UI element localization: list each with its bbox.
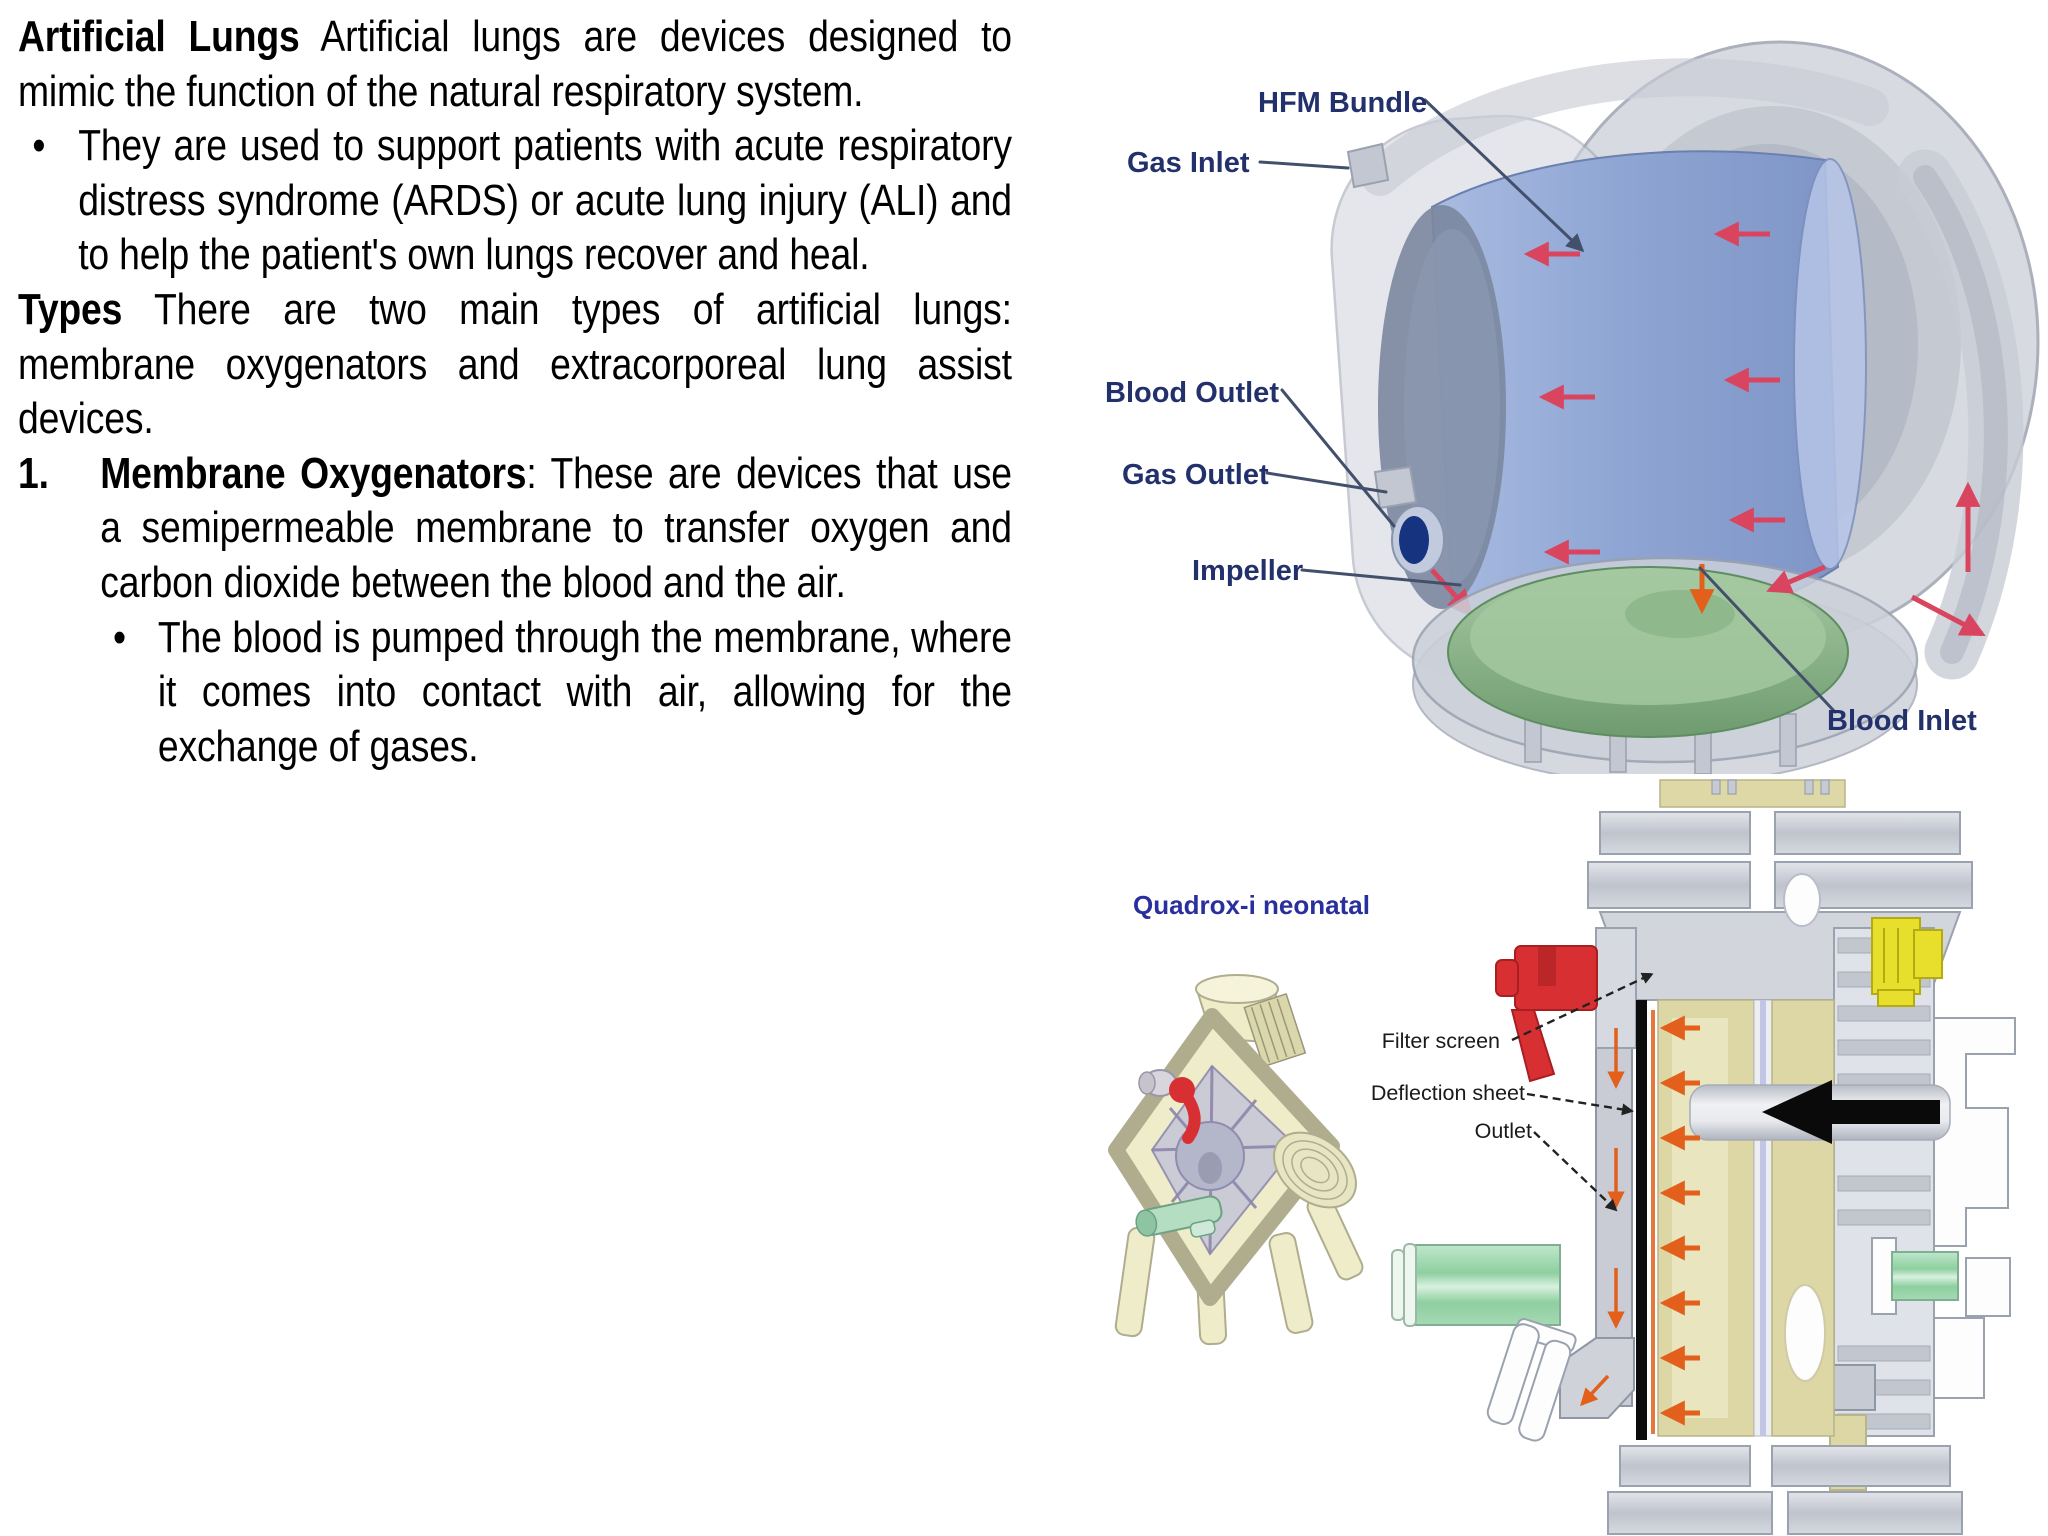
label-outlet: Outlet xyxy=(1474,1119,1532,1143)
heading-artificial-lungs: Artificial Lungs xyxy=(18,12,300,61)
bullet-text-blood-pumped: The blood is pumped through the membrane, where it comes into contact with air, allowing for the exchange of gases. xyxy=(157,612,1012,771)
numbered-item-membrane-oxygenators xyxy=(18,447,1012,611)
quadrox-neonatal-figure xyxy=(1060,778,2048,1536)
label-hfm-bundle: HFM Bundle xyxy=(1258,87,1428,119)
blood-inlet-band xyxy=(1690,1080,1950,1144)
label-deflection-sheet: Deflection sheet xyxy=(1370,1081,1525,1105)
bullet-item-support-patients xyxy=(18,119,1012,283)
label-impeller: Impeller xyxy=(1192,555,1304,587)
bullet-marker: • xyxy=(112,612,126,662)
deflection-sheet-line xyxy=(1651,1010,1655,1434)
heading-types: Types xyxy=(18,284,123,334)
paragraph-types-body: There are two main types of artificial lungs: membrane oxygenators and extracorporeal lung assist devices. xyxy=(18,284,1012,444)
gas-inlet-port xyxy=(1348,144,1388,187)
filter-screen-line xyxy=(1636,1000,1647,1440)
fiber-bundle-columns xyxy=(1658,1000,1834,1436)
impeller-disc xyxy=(1448,567,1848,737)
heading-membrane-oxygenators: Membrane Oxygenators xyxy=(100,448,527,498)
left-green-tube xyxy=(1392,1244,1560,1326)
oxygenator-cutaway-figure xyxy=(1080,12,2040,774)
bottom-cap-bars xyxy=(1608,1446,1962,1534)
paragraph-artificial-lungs-body: Artificial lungs are devices designed to mimic the function of the natural respiratory system. xyxy=(18,12,1012,116)
label-blood-inlet: Blood Inlet xyxy=(1827,705,1977,737)
paragraph-artificial-lungs xyxy=(18,10,1012,119)
paragraph-types xyxy=(18,283,1012,447)
right-housing-profile xyxy=(1934,1018,2015,1398)
label-filter-screen: Filter screen xyxy=(1381,1029,1500,1053)
bullet-item-blood-pumped xyxy=(18,611,1012,775)
blood-outlet-port xyxy=(1392,506,1444,574)
bullet-text-support-patients: They are used to support patients with acute respiratory distress syndrome (ARDS) or acute lung injury (ALI) and to help the patient's own lungs recover and heal. xyxy=(78,121,1012,280)
gray-stub xyxy=(1830,1365,1875,1410)
quadrox-title: Quadrox-i neonatal xyxy=(1133,890,1370,920)
gas-outlet-port xyxy=(1375,467,1416,508)
quadrox-device-illustration xyxy=(1115,975,1371,1345)
label-blood-outlet: Blood Outlet xyxy=(1105,377,1279,409)
numbered-item-text: : These are devices that use a semipermeable membrane to transfer oxygen and carbon dioxide between the blood and the air. xyxy=(100,448,1012,607)
list-number: 1. xyxy=(18,448,49,498)
label-gas-outlet: Gas Outlet xyxy=(1122,459,1269,491)
text-column xyxy=(18,10,1012,774)
cross-section xyxy=(1392,780,2015,1534)
numbered-item-body xyxy=(100,447,1012,611)
label-gas-inlet: Gas Inlet xyxy=(1127,147,1250,179)
top-fiber-strip xyxy=(1660,780,1845,807)
bullet-marker: • xyxy=(32,121,46,171)
